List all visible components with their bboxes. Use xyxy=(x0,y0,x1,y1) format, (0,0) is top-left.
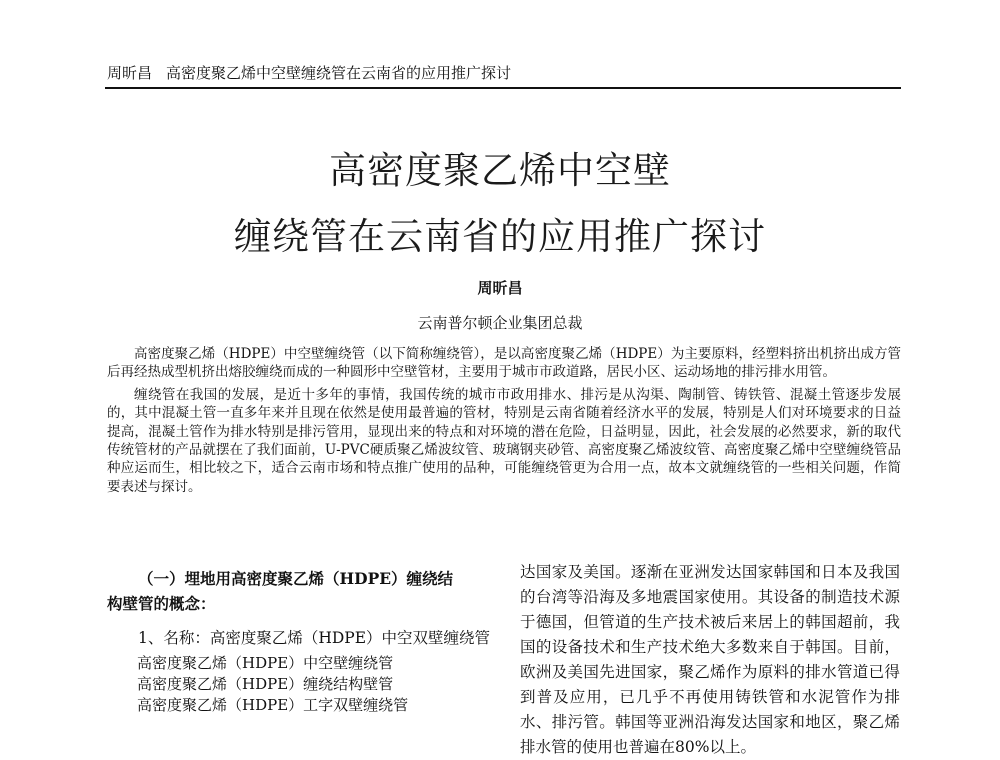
sub-item: 高密度聚乙烯（HDPE）缠绕结构壁管 xyxy=(137,675,394,693)
article-affiliation: 云南普尔顿企业集团总裁 xyxy=(417,314,583,332)
running-header xyxy=(107,63,900,83)
article-title-line-2: 缠绕管在云南省的应用推广探讨 xyxy=(234,215,766,258)
article-author: 周昕昌 xyxy=(477,279,523,297)
item-heading: 1、名称：高密度聚乙烯（HDPE）中空双壁缠绕管 xyxy=(138,629,491,647)
header-rule xyxy=(105,87,901,89)
left-column xyxy=(107,560,499,716)
sub-item: 高密度聚乙烯（HDPE）工字双壁缠绕管 xyxy=(137,696,409,714)
abstract-paragraph-2: 缠绕管在我国的发展，是近十多年的事情，我国传统的城市市政用排水、排污是从沟渠、陶制管、铸铁管、混凝土管逐步发展的，其中混凝土管一直多年来并且现在依然是使用最普遍的管材，特别是云南省随着经济水平的发展，特别是人们对环境要求的日益提高，混凝土管作为排水特别是排污管用，显现出来的特点和对环境的潜在危险，日益明显，因此，社会发展的必然要求，新的取代传统管材的产品就摆在了我们面前，U-PVC硬质聚乙烯波纹管、玻璃钢夹砂管、高密度聚乙烯波纹管、高密度聚乙烯中空壁缠绕管品种应运而生，相比较之下，适合云南市场和特点推广使用的品种，可能缠绕管更为合用一点，故本文就缠绕管的一些相关问题，作简要表述与探讨。 xyxy=(107,386,901,495)
sub-item: 高密度聚乙烯（HDPE）中空壁缠绕管 xyxy=(137,654,394,672)
abstract xyxy=(107,345,901,500)
abstract-paragraph-1: 高密度聚乙烯（HDPE）中空壁缠绕管（以下简称缠绕管），是以高密度聚乙烯（HDPE）为主要原料，经塑料挤出机挤出成方管后再经热成型机挤出熔胶缠绕而成的一种圆形中空壁管材，主要用于城市市政道路，居民小区、运动场地的排污排水用管。 xyxy=(107,346,901,381)
article-title-line-1: 高密度聚乙烯中空壁 xyxy=(329,149,671,192)
section-heading: （一）埋地用高密度聚乙烯（HDPE）缠绕结 xyxy=(138,569,454,588)
right-column-paragraph: 达国家及美国。逐渐在亚洲发达国家韩国和日本及我国的台湾等沿海及多地震国家使用。其设备的制造技术源于德国，但管道的生产技术被后来居上的韩国超前，我国的设备技术和生产技术绝大多数来自于韩国。目前，欧洲及美国先进国家，聚乙烯作为原料的排水管道已得到普及应用，已几乎不再使用铸铁管和水泥管作为排水、排污管。韩国等亚洲沿海发达国家和地区，聚乙烯排水管的使用也普遍在80%以上。 xyxy=(520,563,900,756)
running-header-author: 周昕昌 xyxy=(107,64,153,82)
running-header-title: 高密度聚乙烯中空壁缠绕管在云南省的应用推广探讨 xyxy=(166,64,512,82)
section-heading-continued: 构壁管的概念： xyxy=(107,594,216,613)
right-column xyxy=(520,560,900,760)
